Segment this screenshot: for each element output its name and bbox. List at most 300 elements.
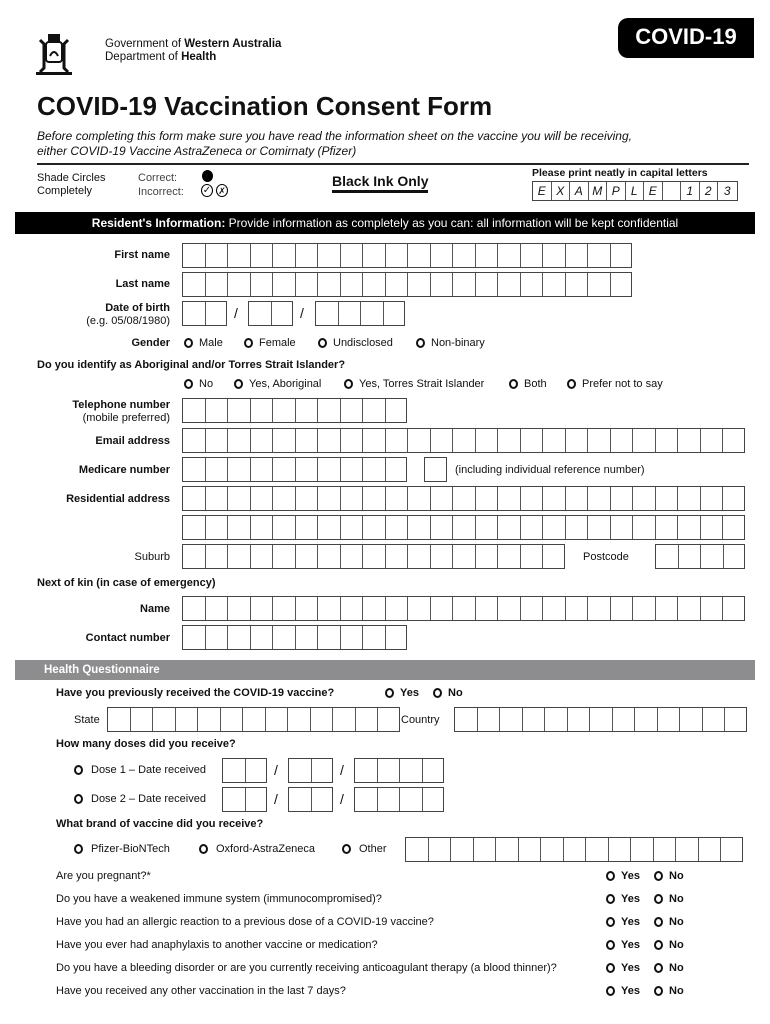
character-box[interactable] [251, 244, 274, 267]
character-box[interactable] [312, 759, 335, 782]
character-box[interactable] [476, 516, 499, 539]
character-box[interactable] [273, 399, 296, 422]
character-box[interactable] [341, 516, 364, 539]
gender-male-radio[interactable] [184, 338, 193, 348]
character-box[interactable] [498, 429, 521, 452]
character-box[interactable] [355, 759, 378, 782]
character-box[interactable] [425, 458, 448, 481]
character-box[interactable] [378, 759, 401, 782]
character-box[interactable] [251, 487, 274, 510]
character-box[interactable] [611, 487, 634, 510]
character-box[interactable] [543, 545, 566, 568]
character-box[interactable] [296, 626, 319, 649]
character-box[interactable] [341, 626, 364, 649]
astrazeneca-radio[interactable] [199, 844, 208, 854]
character-box[interactable] [341, 399, 364, 422]
character-box[interactable] [476, 429, 499, 452]
character-box[interactable] [631, 838, 654, 861]
character-box[interactable] [183, 244, 206, 267]
question-no-radio[interactable] [654, 940, 663, 950]
dose-2-year-input[interactable] [354, 787, 444, 812]
other-brand-input[interactable] [405, 837, 743, 862]
character-box[interactable] [611, 244, 634, 267]
character-box[interactable] [588, 487, 611, 510]
character-box[interactable] [543, 516, 566, 539]
character-box[interactable] [183, 399, 206, 422]
dose-1-year-input[interactable] [354, 758, 444, 783]
character-box[interactable] [635, 708, 658, 731]
character-box[interactable] [251, 516, 274, 539]
first-name-input[interactable] [182, 243, 632, 268]
character-box[interactable] [206, 458, 229, 481]
character-box[interactable] [363, 597, 386, 620]
character-box[interactable] [198, 708, 221, 731]
character-box[interactable] [176, 708, 199, 731]
character-box[interactable] [228, 597, 251, 620]
character-box[interactable] [633, 597, 656, 620]
character-box[interactable] [386, 458, 409, 481]
character-box[interactable] [678, 597, 701, 620]
character-box[interactable] [363, 244, 386, 267]
character-box[interactable] [498, 273, 521, 296]
character-box[interactable] [613, 708, 636, 731]
character-box[interactable] [588, 516, 611, 539]
character-box[interactable] [228, 244, 251, 267]
character-box[interactable] [206, 302, 229, 325]
character-box[interactable] [311, 708, 334, 731]
character-box[interactable] [296, 516, 319, 539]
character-box[interactable] [183, 516, 206, 539]
character-box[interactable] [273, 626, 296, 649]
previous-yes-radio[interactable] [385, 688, 394, 698]
character-box[interactable] [658, 708, 681, 731]
character-box[interactable] [678, 487, 701, 510]
character-box[interactable] [296, 429, 319, 452]
character-box[interactable] [296, 545, 319, 568]
character-box[interactable] [246, 759, 269, 782]
medicare-input[interactable] [182, 457, 407, 482]
character-box[interactable] [318, 626, 341, 649]
character-box[interactable] [498, 487, 521, 510]
character-box[interactable] [406, 838, 429, 861]
character-box[interactable] [341, 273, 364, 296]
character-box[interactable] [312, 788, 335, 811]
character-box[interactable] [296, 597, 319, 620]
character-box[interactable] [476, 545, 499, 568]
character-box[interactable] [566, 487, 589, 510]
character-box[interactable] [251, 399, 274, 422]
character-box[interactable] [656, 429, 679, 452]
character-box[interactable] [318, 273, 341, 296]
character-box[interactable] [363, 273, 386, 296]
character-box[interactable] [588, 597, 611, 620]
character-box[interactable] [131, 708, 154, 731]
contact-number-input[interactable] [182, 625, 407, 650]
character-box[interactable] [221, 708, 244, 731]
character-box[interactable] [588, 429, 611, 452]
character-box[interactable] [356, 708, 379, 731]
character-box[interactable] [633, 429, 656, 452]
prefer-not-radio[interactable] [567, 379, 576, 389]
character-box[interactable] [609, 838, 632, 861]
character-box[interactable] [251, 545, 274, 568]
dose-1-day-input[interactable] [222, 758, 267, 783]
character-box[interactable] [228, 545, 251, 568]
character-box[interactable] [543, 244, 566, 267]
character-box[interactable] [611, 597, 634, 620]
question-yes-radio[interactable] [606, 871, 615, 881]
character-box[interactable] [543, 597, 566, 620]
character-box[interactable] [498, 545, 521, 568]
character-box[interactable] [363, 516, 386, 539]
character-box[interactable] [453, 487, 476, 510]
telephone-input[interactable] [182, 398, 407, 423]
character-box[interactable] [228, 399, 251, 422]
character-box[interactable] [453, 545, 476, 568]
character-box[interactable] [363, 458, 386, 481]
character-box[interactable] [423, 759, 446, 782]
dose-2-radio[interactable] [74, 794, 83, 804]
character-box[interactable] [586, 838, 609, 861]
character-box[interactable] [498, 597, 521, 620]
question-yes-radio[interactable] [606, 894, 615, 904]
character-box[interactable] [183, 545, 206, 568]
character-box[interactable] [521, 244, 544, 267]
character-box[interactable] [273, 429, 296, 452]
character-box[interactable] [318, 516, 341, 539]
character-box[interactable] [386, 626, 409, 649]
character-box[interactable] [361, 302, 384, 325]
question-yes-radio[interactable] [606, 986, 615, 996]
character-box[interactable] [701, 487, 724, 510]
character-box[interactable] [476, 597, 499, 620]
character-box[interactable] [378, 708, 401, 731]
character-box[interactable] [723, 487, 746, 510]
character-box[interactable] [206, 597, 229, 620]
character-box[interactable] [228, 487, 251, 510]
character-box[interactable] [266, 708, 289, 731]
character-box[interactable] [724, 545, 747, 568]
character-box[interactable] [386, 516, 409, 539]
character-box[interactable] [206, 273, 229, 296]
character-box[interactable] [588, 244, 611, 267]
character-box[interactable] [656, 597, 679, 620]
dose-2-day-input[interactable] [222, 787, 267, 812]
character-box[interactable] [453, 273, 476, 296]
character-box[interactable] [680, 708, 703, 731]
character-box[interactable] [386, 487, 409, 510]
medicare-reference-input[interactable] [424, 457, 447, 482]
character-box[interactable] [521, 545, 544, 568]
character-box[interactable] [183, 626, 206, 649]
character-box[interactable] [206, 399, 229, 422]
character-box[interactable] [654, 838, 677, 861]
kin-name-input[interactable] [182, 596, 745, 621]
character-box[interactable] [633, 516, 656, 539]
character-box[interactable] [498, 516, 521, 539]
character-box[interactable] [243, 708, 266, 731]
character-box[interactable] [318, 597, 341, 620]
aboriginal-no-radio[interactable] [184, 379, 193, 389]
character-box[interactable] [541, 838, 564, 861]
character-box[interactable] [251, 626, 274, 649]
question-no-radio[interactable] [654, 894, 663, 904]
character-box[interactable] [249, 302, 272, 325]
address-line-2-input[interactable] [182, 515, 745, 540]
character-box[interactable] [318, 545, 341, 568]
character-box[interactable] [408, 516, 431, 539]
character-box[interactable] [363, 399, 386, 422]
other-brand-radio[interactable] [342, 844, 351, 854]
character-box[interactable] [476, 273, 499, 296]
character-box[interactable] [701, 545, 724, 568]
character-box[interactable] [431, 244, 454, 267]
character-box[interactable] [476, 487, 499, 510]
character-box[interactable] [341, 487, 364, 510]
dose-1-radio[interactable] [74, 765, 83, 775]
character-box[interactable] [251, 273, 274, 296]
character-box[interactable] [341, 429, 364, 452]
question-no-radio[interactable] [654, 963, 663, 973]
character-box[interactable] [272, 302, 295, 325]
character-box[interactable] [228, 626, 251, 649]
character-box[interactable] [590, 708, 613, 731]
character-box[interactable] [251, 458, 274, 481]
character-box[interactable] [431, 597, 454, 620]
aboriginal-yes-radio[interactable] [234, 379, 243, 389]
character-box[interactable] [523, 708, 546, 731]
question-no-radio[interactable] [654, 917, 663, 927]
character-box[interactable] [206, 487, 229, 510]
character-box[interactable] [183, 487, 206, 510]
character-box[interactable] [341, 545, 364, 568]
character-box[interactable] [656, 487, 679, 510]
character-box[interactable] [378, 788, 401, 811]
character-box[interactable] [500, 708, 523, 731]
character-box[interactable] [108, 708, 131, 731]
character-box[interactable] [183, 302, 206, 325]
character-box[interactable] [431, 516, 454, 539]
character-box[interactable] [521, 597, 544, 620]
character-box[interactable] [289, 788, 312, 811]
character-box[interactable] [723, 516, 746, 539]
character-box[interactable] [566, 244, 589, 267]
character-box[interactable] [408, 597, 431, 620]
postcode-input[interactable] [655, 544, 745, 569]
character-box[interactable] [699, 838, 722, 861]
dob-month-input[interactable] [248, 301, 293, 326]
character-box[interactable] [566, 516, 589, 539]
character-box[interactable] [701, 597, 724, 620]
character-box[interactable] [273, 597, 296, 620]
character-box[interactable] [543, 429, 566, 452]
character-box[interactable] [206, 429, 229, 452]
character-box[interactable] [333, 708, 356, 731]
character-box[interactable] [273, 545, 296, 568]
character-box[interactable] [478, 708, 501, 731]
character-box[interactable] [543, 273, 566, 296]
character-box[interactable] [545, 708, 568, 731]
character-box[interactable] [246, 788, 269, 811]
character-box[interactable] [703, 708, 726, 731]
character-box[interactable] [633, 487, 656, 510]
character-box[interactable] [408, 244, 431, 267]
character-box[interactable] [564, 838, 587, 861]
character-box[interactable] [384, 302, 407, 325]
last-name-input[interactable] [182, 272, 632, 297]
gender-nonbinary-radio[interactable] [416, 338, 425, 348]
address-line-1-input[interactable] [182, 486, 745, 511]
character-box[interactable] [386, 429, 409, 452]
character-box[interactable] [228, 458, 251, 481]
character-box[interactable] [423, 788, 446, 811]
character-box[interactable] [386, 545, 409, 568]
state-input[interactable] [107, 707, 400, 732]
character-box[interactable] [679, 545, 702, 568]
character-box[interactable] [543, 487, 566, 510]
character-box[interactable] [363, 545, 386, 568]
character-box[interactable] [725, 708, 748, 731]
character-box[interactable] [273, 487, 296, 510]
character-box[interactable] [431, 273, 454, 296]
character-box[interactable] [455, 708, 478, 731]
character-box[interactable] [701, 516, 724, 539]
character-box[interactable] [318, 487, 341, 510]
character-box[interactable] [318, 429, 341, 452]
character-box[interactable] [296, 244, 319, 267]
character-box[interactable] [296, 487, 319, 510]
character-box[interactable] [723, 597, 746, 620]
character-box[interactable] [721, 838, 744, 861]
character-box[interactable] [676, 838, 699, 861]
question-yes-radio[interactable] [606, 940, 615, 950]
character-box[interactable] [408, 487, 431, 510]
both-radio[interactable] [509, 379, 518, 389]
character-box[interactable] [678, 516, 701, 539]
character-box[interactable] [206, 244, 229, 267]
character-box[interactable] [228, 516, 251, 539]
character-box[interactable] [183, 458, 206, 481]
character-box[interactable] [223, 788, 246, 811]
character-box[interactable] [431, 545, 454, 568]
character-box[interactable] [296, 273, 319, 296]
dob-year-input[interactable] [315, 301, 405, 326]
question-yes-radio[interactable] [606, 963, 615, 973]
character-box[interactable] [400, 788, 423, 811]
previous-no-radio[interactable] [433, 688, 442, 698]
character-box[interactable] [611, 273, 634, 296]
character-box[interactable] [153, 708, 176, 731]
character-box[interactable] [453, 429, 476, 452]
character-box[interactable] [678, 429, 701, 452]
pfizer-radio[interactable] [74, 844, 83, 854]
character-box[interactable] [588, 273, 611, 296]
character-box[interactable] [521, 429, 544, 452]
character-box[interactable] [318, 244, 341, 267]
character-box[interactable] [656, 545, 679, 568]
character-box[interactable] [521, 273, 544, 296]
dob-day-input[interactable] [182, 301, 227, 326]
character-box[interactable] [228, 429, 251, 452]
character-box[interactable] [289, 759, 312, 782]
country-input[interactable] [454, 707, 747, 732]
character-box[interactable] [429, 838, 452, 861]
character-box[interactable] [273, 516, 296, 539]
torres-strait-radio[interactable] [344, 379, 353, 389]
dose-1-month-input[interactable] [288, 758, 333, 783]
character-box[interactable] [451, 838, 474, 861]
character-box[interactable] [273, 244, 296, 267]
dose-2-month-input[interactable] [288, 787, 333, 812]
question-yes-radio[interactable] [606, 917, 615, 927]
character-box[interactable] [228, 273, 251, 296]
suburb-input[interactable] [182, 544, 565, 569]
character-box[interactable] [341, 244, 364, 267]
character-box[interactable] [453, 516, 476, 539]
character-box[interactable] [408, 545, 431, 568]
character-box[interactable] [363, 626, 386, 649]
character-box[interactable] [183, 597, 206, 620]
character-box[interactable] [566, 273, 589, 296]
character-box[interactable] [251, 429, 274, 452]
character-box[interactable] [183, 429, 206, 452]
character-box[interactable] [316, 302, 339, 325]
character-box[interactable] [408, 273, 431, 296]
character-box[interactable] [701, 429, 724, 452]
character-box[interactable] [408, 429, 431, 452]
character-box[interactable] [521, 516, 544, 539]
character-box[interactable] [611, 429, 634, 452]
character-box[interactable] [611, 516, 634, 539]
character-box[interactable] [431, 487, 454, 510]
character-box[interactable] [656, 516, 679, 539]
character-box[interactable] [431, 429, 454, 452]
character-box[interactable] [296, 458, 319, 481]
character-box[interactable] [206, 516, 229, 539]
character-box[interactable] [363, 429, 386, 452]
email-input[interactable] [182, 428, 745, 453]
character-box[interactable] [288, 708, 311, 731]
character-box[interactable] [521, 487, 544, 510]
character-box[interactable] [355, 788, 378, 811]
character-box[interactable] [339, 302, 362, 325]
character-box[interactable] [386, 244, 409, 267]
gender-undisclosed-radio[interactable] [318, 338, 327, 348]
character-box[interactable] [453, 597, 476, 620]
character-box[interactable] [273, 458, 296, 481]
character-box[interactable] [496, 838, 519, 861]
character-box[interactable] [363, 487, 386, 510]
character-box[interactable] [273, 273, 296, 296]
character-box[interactable] [206, 626, 229, 649]
character-box[interactable] [723, 429, 746, 452]
character-box[interactable] [566, 597, 589, 620]
character-box[interactable] [386, 399, 409, 422]
character-box[interactable] [476, 244, 499, 267]
character-box[interactable] [183, 273, 206, 296]
character-box[interactable] [341, 458, 364, 481]
character-box[interactable] [386, 273, 409, 296]
character-box[interactable] [400, 759, 423, 782]
character-box[interactable] [568, 708, 591, 731]
character-box[interactable] [318, 458, 341, 481]
character-box[interactable] [519, 838, 542, 861]
question-no-radio[interactable] [654, 986, 663, 996]
character-box[interactable] [341, 597, 364, 620]
character-box[interactable] [474, 838, 497, 861]
character-box[interactable] [498, 244, 521, 267]
gender-female-radio[interactable] [244, 338, 253, 348]
